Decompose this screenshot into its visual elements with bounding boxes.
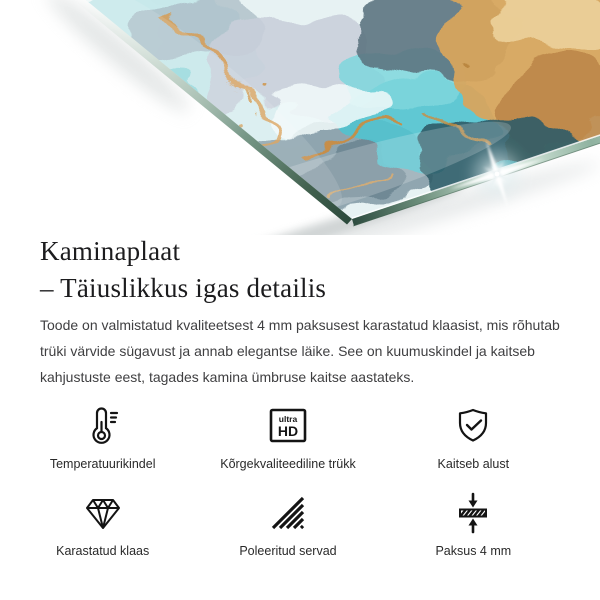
feature-item-tempered-glass xyxy=(10,487,195,558)
feature-label: Poleeritud servad xyxy=(239,544,337,558)
feature-item-temperature xyxy=(10,400,195,471)
feature-item-protects-base xyxy=(381,400,566,471)
svg-text:ultra: ultra xyxy=(278,414,298,424)
heading-line-2: – Täiuslikkus igas detailis xyxy=(40,273,327,303)
feature-label: Kaitseb alust xyxy=(437,457,510,471)
product-description: Toode on valmistatud kvaliteetsest 4 mm paksusest karastatud klaasist, mis rõhutab trüki värvide sügavust ja annab elegantse läike. See on kuumuskindel ja kaitseb kahjustuste eest, tagades kamina ümbruse kaitse aastateks. xyxy=(40,317,560,385)
polished-edges-icon xyxy=(266,491,310,535)
feature-item-thickness xyxy=(381,487,566,558)
page-title xyxy=(40,233,326,307)
product-photo xyxy=(0,0,600,235)
heading-line-1: Kaminaplaat xyxy=(40,236,181,266)
feature-label: Karastatud klaas xyxy=(56,544,150,558)
thermometer-icon xyxy=(81,404,125,448)
shield-check-icon xyxy=(451,404,495,448)
ultra-hd-icon xyxy=(266,404,310,448)
diamond-icon xyxy=(81,493,125,533)
feature-item-polished-edges xyxy=(195,487,380,558)
thickness-arrows-icon xyxy=(451,491,495,535)
feature-grid xyxy=(10,400,566,558)
feature-item-print-quality xyxy=(195,400,380,471)
feature-label: Kõrgekvaliteediline trükk xyxy=(220,457,356,471)
feature-label: Temperatuurikindel xyxy=(49,457,156,471)
feature-label: Paksus 4 mm xyxy=(435,544,512,558)
glass-panel-image xyxy=(0,0,600,235)
svg-text:HD: HD xyxy=(277,423,299,439)
